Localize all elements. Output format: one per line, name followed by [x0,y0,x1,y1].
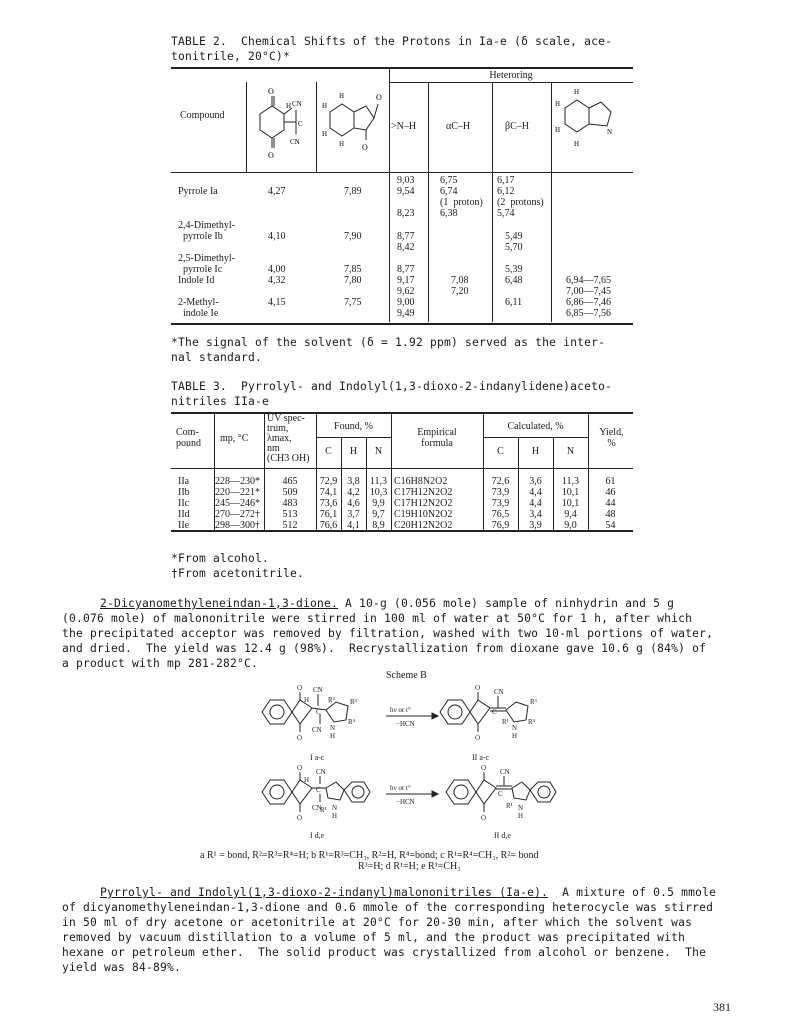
sch-id-cn-top: CN [316,768,326,776]
para1-line3: the precipitated acceptor was removed by filtration, washed with two 10-ml portions of water, [62,627,714,640]
t2-row3-nh: 8,77 9,17 9,62 [397,264,415,297]
t3-row4-fh: 4,1 [347,520,360,531]
t3-header-yield: Yield, % [599,427,624,449]
table2-caption-line2: tonitrile, 20°C)* [171,50,291,63]
table3-caption-line1: TABLE 3. Pyrrolyl- and Indolyl(1,3-dioxo-2-indanylidene)aceto- [171,380,613,393]
t3-row2-cn: 10,1 [561,498,580,509]
t3-row2-formula: C17H12N2O2 [394,498,453,509]
para1-line4: and dried. The yield was 12.4 g (98%). Recrystallization from dioxane gave 10.6 g (84%) of [62,642,707,655]
t3-header-formula: Empirical formula [417,427,457,449]
t3-row1-cc: 73,9 [491,487,510,498]
table2-top-rule [171,67,633,69]
para2-line5: hexane or petroleum ether. The solid product was crystallized from alcohol or benzene. The [62,946,707,959]
t2-row0-c2: 7,89 [344,186,362,197]
t3-row4-cn: 9,0 [564,520,577,531]
t3-row2-uv: 483 [282,498,298,509]
struct3-n: N [607,128,613,136]
t3-row4-id: IIe [178,520,190,531]
table2-header-bch: βC–H [505,121,529,132]
struct1-o-top: O [268,87,274,96]
sch-id-r1: R¹ [320,806,327,814]
t3-row0-fc: 72,9 [319,476,338,487]
struct2-o-top: O [376,93,382,102]
sch-label-iid: II d,e [494,831,511,840]
t2-row1-c2: 7,90 [344,231,362,242]
t3-row0-cc: 72,6 [491,476,510,487]
para1-line1: 2-Dicyanomethyleneindan-1,3-dione. A 10-g (0.056 mole) sample of ninhydrin and 5 g [100,597,675,610]
t3-header-calc-c: C [497,446,504,457]
t3-row2-ch: 4,4 [529,498,542,509]
table3-header-rule [171,468,633,469]
t2-row3-ring: 6,94—7,65 7,00—7,45 [566,275,611,297]
sch-iia-c: C [492,708,497,716]
table2-footnote-line1: *The signal of the solvent (δ = 1.92 ppm) served as the inter- [171,336,606,349]
table2-header-nh: >N–H [391,121,417,132]
t3-row1-mp: 220—221* [215,487,260,498]
sch-id-h: H [304,776,310,784]
t3-row4-formula: C20H12N2O2 [394,520,453,531]
struct2-h-left: H [322,102,328,110]
sch-iia-cn: CN [494,688,504,696]
para1-line5: a product with mp 281-282°C. [62,657,259,670]
table2-caption-line1: TABLE 2. Chemical Shifts of the Protons in Ia-e (δ scale, ace- [171,35,613,48]
t2-row0-name: Pyrrole Ia [178,186,218,197]
t3-row0-uv: 465 [282,476,298,487]
t3-header-calc-n: N [566,446,575,457]
t3-row1-formula: C17H12N2O2 [394,487,453,498]
sch-iia-o-top: O [475,684,481,692]
t3-row1-yield: 46 [605,487,616,498]
sch-iia-n: N [512,724,518,732]
table3-footnote2: †From acetonitrile. [171,567,305,580]
t2-row4-nh: 9,00 9,49 [397,297,415,319]
sch-iid-n: N [518,804,524,812]
struct2-o-bottom: O [362,143,368,152]
sch-iia-h-n: H [512,732,518,740]
t3-row1-fn: 10,3 [369,487,388,498]
t3-row1-id: IIb [178,487,190,498]
sch-arrow1-bottom: −HCN [396,720,415,728]
struct2-h-left2: H [322,130,328,138]
t2-row3-c1: 4,00 4,32 [268,264,286,286]
scheme-b-diagram [240,684,600,842]
t3-row0-yield: 61 [605,476,616,487]
t3-row0-ch: 3,6 [529,476,542,487]
t3-row4-cc: 76,9 [491,520,510,531]
struct3-h-left2: H [555,126,561,134]
t3-row2-fc: 73,6 [319,498,338,509]
t2-row3-ach: 7,08 7,20 [451,275,469,297]
sch-id-h-n: H [332,812,338,820]
sch-iid-o-bottom: O [481,814,487,822]
sch-id-o-top: O [297,764,303,772]
t3-row1-fh: 4,2 [347,487,360,498]
sch-id-o-bottom: O [297,814,303,822]
t3-header-compound: Com- pound [176,427,201,449]
t2-row3-bch: 5,39 6,48 [505,264,523,286]
para2-line4: removed by vacuum distillation to a volume of 5 ml, and the product was precipitated with [62,931,686,944]
sch-ia-cn-top: CN [313,686,323,694]
t2-row4-bch: 6,11 [505,297,523,308]
sch-iid-h-n: H [518,812,524,820]
table3-footnote1: *From alcohol. [171,552,270,565]
sch-id-n: N [332,804,338,812]
t2-row0-bch: 6,17 6,12 (2 protons) 5,74 [497,175,544,219]
t3-row0-formula: C16H8N2O2 [394,476,448,487]
t3-row0-fn: 11,3 [369,476,388,487]
t2-row0-c1: 4,27 [268,186,286,197]
para2-title: Pyrrolyl- and Indolyl(1,3-dioxo-2-indanyl)malononitriles (Ia-e). [100,886,549,899]
para1-line2: (0.076 mole) of malononitrile were stirred in 100 ml of water at 50°C for 1 h, after which [62,612,693,625]
t3-row3-fc: 76,1 [319,509,338,520]
sch-ia-n: N [330,724,336,732]
t3-row0-id: IIa [178,476,190,487]
para2-line2: of dicyanomethyleneindan-1,3-dione and 0.6 mmole of the corresponding heterocycle was stirred [62,901,714,914]
para2-line1: Pyrrolyl- and Indolyl(1,3-dioxo-2-indanyl)malononitriles (Ia-e). A mixture of 0.5 mmole [100,886,717,899]
t3-row1-cn: 10,1 [561,487,580,498]
t3-row3-id: IId [178,509,190,520]
t2-row4-ring: 6,86—7,46 6,85—7,56 [566,297,611,319]
t3-row1-ch: 4,4 [529,487,542,498]
t3-row0-mp: 228—230* [215,476,260,487]
t3-header-uv: UV spec- trum, λmax, nm (CH3 OH) [267,413,310,464]
sch-ia-h-n: H [330,732,336,740]
t3-row2-fh: 4,6 [347,498,360,509]
t2-row1-c1: 4,10 [268,231,286,242]
para2-line6: yield was 84-89%. [62,961,182,974]
struct1-o-bottom: O [268,151,274,160]
sch-id-cn-bottom: CN [312,804,322,812]
table2-header-rule [171,172,633,173]
t3-header-found-h: H [349,446,358,457]
sch-ia-r4: R⁴ [348,718,356,726]
sch-ia-o-bottom: O [297,734,303,742]
scheme-caption-line2: R³=H; d R¹=H; e R¹=CH₃ [358,861,461,872]
struct1-cn-bottom: CN [290,138,300,146]
t3-header-calc: Calculated, % [507,421,564,432]
structure-indandione-malononitrile [250,86,314,168]
sch-ia-cn-bottom: CN [312,726,322,734]
sch-iid-c: C [498,790,503,798]
t3-header-found-n: N [374,446,383,457]
para1-title: 2-Dicyanomethyleneindan-1,3-dione. [100,597,339,610]
t2-row4-c2: 7,75 [344,297,362,308]
sch-label-id: I d,e [310,831,325,840]
t2-row4-c1: 4,15 [268,297,286,308]
table2-header-compound: Compound [180,110,225,121]
t3-row4-yield: 54 [605,520,616,531]
t3-row4-mp: 298—300† [215,520,260,531]
table3-bottom-rule [171,530,633,532]
sch-arrow2-bottom: −HCN [396,798,415,806]
sch-arrow2-top: hν or t° [390,784,411,792]
struct2-h-bottom: H [339,140,345,148]
struct2-h-top: H [339,92,345,100]
t3-row3-cc: 76,5 [491,509,510,520]
sch-ia-c: C [316,708,321,716]
sch-ia-o-top: O [297,684,303,692]
t3-row0-cn: 11,3 [561,476,580,487]
t2-row4-name: 2-Methyl- indole Ie [178,297,219,319]
t3-row3-ch: 3,4 [529,509,542,520]
sch-iid-r1: R¹ [506,802,513,810]
t2-row3-c2: 7,85 7,80 [344,264,362,286]
t3-header-found: Found, % [334,421,373,432]
struct3-h-top: H [574,88,580,96]
t3-row3-formula: C19H10N2O2 [394,509,453,520]
table2-heteroring-rule [389,82,633,83]
sch-iia-r3: R³ [530,698,537,706]
sch-iid-o-top: O [481,764,487,772]
t3-row4-ch: 3,9 [529,520,542,531]
t3-row2-mp: 245—246* [215,498,260,509]
sch-ia-r3: R³ [350,698,357,706]
t2-row1-bch: 5,49 5,70 [505,231,523,253]
table2-header-ach: αC–H [446,121,471,132]
sch-iid-cn: CN [500,768,510,776]
struct3-h-left: H [555,100,561,108]
t2-row1-nh: 8,77 8,42 [397,231,415,253]
table3-caption-line2: nitriles IIa-e [171,395,270,408]
sch-label-ia: I a-c [310,753,325,762]
table2-footnote-line2: nal standard. [171,351,263,364]
t3-row2-id: IIc [178,498,190,509]
t3-row2-fn: 9,9 [372,498,385,509]
t3-header-calc-h: H [531,446,540,457]
sch-id-c: C [316,786,321,794]
t3-row2-cc: 73,9 [491,498,510,509]
t3-row3-fn: 9,7 [372,509,385,520]
t3-row3-yield: 48 [605,509,616,520]
para2-line3: in 50 ml of dry acetone or acetonitrile at 20°C for 20-30 min, after which the solvent was [62,916,693,929]
struct3-h-bottom: H [574,140,580,148]
struct1-h: H [286,102,292,110]
structure-indole-ring [553,84,633,170]
t2-row3-name: Indole Id [178,275,215,286]
table2-header-heteroring: Heteroring [489,70,533,81]
t3-row4-fc: 76,6 [319,520,338,531]
t3-header-mp: mp, °C [220,433,249,444]
t2-row2-name: 2,5-Dimethyl- pyrrole Ic [178,253,235,275]
sch-arrow1-top: hν or t° [390,706,411,714]
sch-iia-r1: R¹ [502,718,509,726]
t2-row0-nh: 9,03 9,54 8,23 [397,175,415,219]
t3-row3-fh: 3,7 [347,509,360,520]
t3-row1-fc: 74,1 [319,487,338,498]
struct1-cn-top: CN [292,100,302,108]
sch-iia-o-bottom: O [475,734,481,742]
table3-top-rule [171,412,633,414]
sch-ia-r2: R² [328,696,335,704]
scheme-title: Scheme B [386,670,427,681]
page-number: 381 [713,1000,731,1014]
t3-row1-uv: 509 [282,487,298,498]
table2-bottom-rule [171,323,633,325]
sch-iia-r4: R⁴ [528,718,536,726]
t3-row3-mp: 270—272† [215,509,260,520]
structure-indandione-protons [320,86,386,170]
t3-row3-uv: 513 [282,509,298,520]
t3-row4-fn: 8,9 [372,520,385,531]
scheme-caption-line1: a R¹ = bond, R²=R³=R⁴=H; b R¹=R³=CH₃, R²=H, R⁴=bond; c R¹=R⁴=CH₃, R²= bond [200,850,539,861]
sch-ia-h: H [304,696,310,704]
t3-row2-yield: 44 [605,498,616,509]
struct1-c: C [298,120,303,128]
t2-row0-ach: 6,75 6,74 (1 proton) 6,38 [440,175,483,219]
t2-row1-name: 2,4-Dimethyl- pyrrole Ib [178,220,235,242]
t3-row0-fh: 3,8 [347,476,360,487]
t3-header-found-c: C [325,446,332,457]
t3-row3-cn: 9,4 [564,509,577,520]
t3-row4-uv: 512 [282,520,298,531]
sch-label-iia: II a-c [472,753,490,762]
